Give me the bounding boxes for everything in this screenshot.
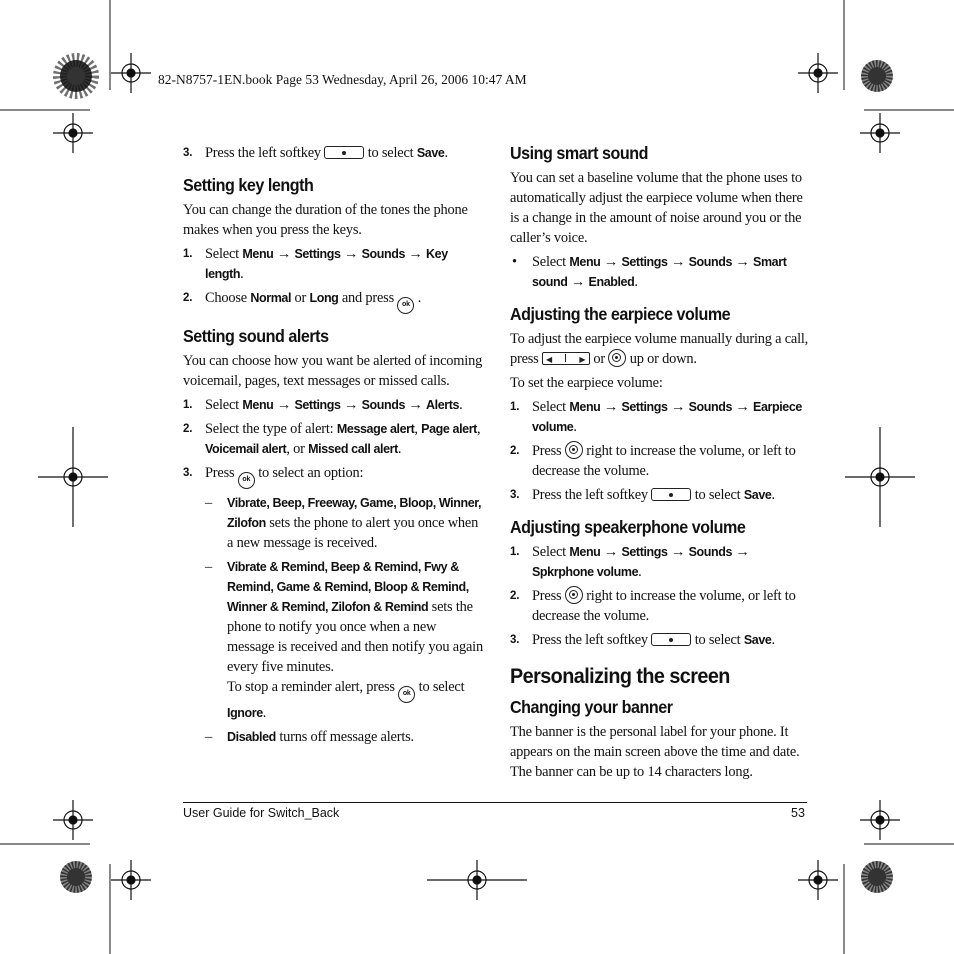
book-header: 82-N8757-1EN.book Page 53 Wednesday, April 26, 2006 10:47 AM [158,72,527,87]
left-softkey-icon [651,633,691,646]
starburst-mark [861,861,893,893]
earpiece-intro: To adjust the earpiece volume manually during a call, press ◀ ▶ or up or down. [510,329,810,369]
registration-mark [111,53,151,93]
heading-earpiece-volume: Adjusting the earpiece volume [510,304,731,324]
heading-key-length: Setting key length [183,175,314,195]
right-column [510,143,810,782]
footer-title: User Guide for Switch_Back [183,806,340,820]
navigation-key-icon [565,441,583,459]
earpiece-step-2: 2. Press right to increase the volume, or left to decrease the volume. [510,443,796,479]
navigation-key-icon [608,349,626,367]
left-column [183,143,483,747]
alert-option-disabled: – Disabled turns off message alerts. [205,729,414,745]
key-length-step-1: 1. Select Menu → Settings → Sounds → Key length. [183,246,448,282]
registration-mark [53,113,93,153]
starburst-mark [60,60,92,92]
heading-changing-banner: Changing your banner [510,697,673,717]
speaker-step-2: 2. Press right to increase the volume, or left to decrease the volume. [510,588,796,624]
earpiece-step-1: 1. Select Menu → Settings → Sounds → Earpiece volume. [510,399,802,435]
earpiece-step-3: 3. Press the left softkey to select Save. [510,487,775,503]
sound-alerts-step-2: 2. Select the type of alert: Message alert, Page alert, Voicemail alert, or Missed call alert. [183,421,481,457]
footer-rule [183,802,807,803]
banner-text: The banner is the personal label for your phone. It appears on the main screen above the time and date. The banner can be up to 14 characters long. [510,724,800,780]
registration-mark [798,53,838,93]
registration-mark [111,860,151,900]
volume-key-icon [542,352,590,365]
registration-mark [427,860,527,900]
ok-key-icon: ok [397,297,414,314]
alert-option-single: – Vibrate, Beep, Freeway, Game, Bloop, Winner, Zilofon sets the phone to alert you once when a new message is received. [205,495,482,551]
save-step: 3. Press the left softkey to select Save. [183,145,448,161]
sound-alerts-step-3: 3. Press ok to select an option: [183,463,483,489]
heading-speakerphone-volume: Adjusting speakerphone volume [510,517,746,537]
navigation-key-icon [565,586,583,604]
speaker-step-1: 1. Select Menu → Settings → Sounds → Spkrphone volume. [510,544,750,580]
left-softkey-icon [651,488,691,501]
registration-mark [798,860,838,900]
registration-mark [860,113,900,153]
key-length-intro: You can change the duration of the tones the phone makes when you press the keys. [183,202,468,238]
registration-mark [860,800,900,840]
speaker-step-3: 3. Press the left softkey to select Save. [510,632,775,648]
page-number: 53 [791,806,805,820]
registration-mark [38,427,108,527]
sound-alerts-intro: You can choose how you want be alerted of incoming voicemail, pages, text messages or missed calls. [183,353,483,389]
ok-key-icon: ok [238,472,255,489]
earpiece-set-label: To set the earpiece volume: [510,375,663,391]
smart-sound-intro: You can set a baseline volume that the phone uses to automatically adjust the earpiece volume when there is a change in the amount of noise around you or the caller’s voice. [510,170,803,246]
heading-personalizing-screen: Personalizing the screen [510,664,730,688]
smart-sound-step: • Select Menu → Settings → Sounds → Smart sound → Enabled. [512,254,787,290]
heading-smart-sound: Using smart sound [510,143,648,163]
left-softkey-icon [324,146,364,159]
heading-sound-alerts: Setting sound alerts [183,326,329,346]
key-length-step-2: 2. Choose Normal or Long and press ok . [183,288,483,314]
starburst-mark [60,861,92,893]
sound-alerts-step-1: 1. Select Menu → Settings → Sounds → Alerts. [183,397,463,413]
registration-mark [53,800,93,840]
alert-option-remind: – Vibrate & Remind, Beep & Remind, Fwy & Remind, Game & Remind, Bloop & Remind, Winner & Remind, Zilofon & Remind sets the phone to notify you once when a new message is received and then notify you again every five minutes. To stop a reminder alert, press ok to select Ignore. [205,559,483,721]
starburst-mark [861,60,893,92]
registration-mark [845,427,915,527]
ok-key-icon: ok [398,686,415,703]
